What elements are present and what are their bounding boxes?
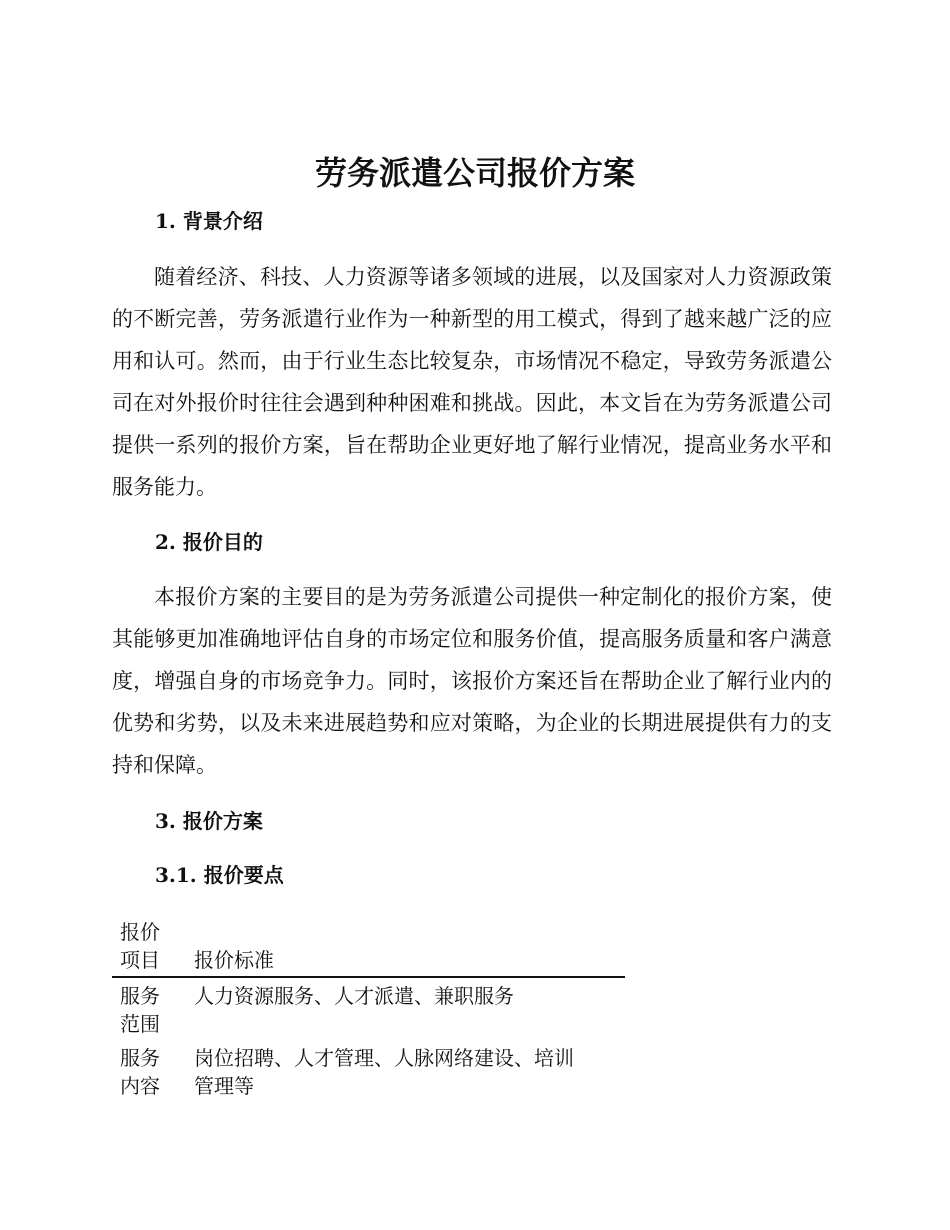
cell-item-line1: 服务 (120, 1046, 160, 1070)
table-header-row (112, 918, 625, 977)
subsection-heading-key-points: 3.1. 报价要点 (155, 863, 284, 887)
table-cell-item (112, 1038, 186, 1100)
section-heading-purpose: 2. 报价目的 (155, 530, 263, 554)
section-paragraph-background: 随着经济、科技、人力资源等诸多领域的进展，以及国家对人力资源政策的不断完善，劳务派遣行业作为一种新型的用工模式，得到了越来越广泛的应用和认可。然而，由于行业生态比较复杂，市场情况不稳定，导致劳务派遣公司在对外报价时往往会遇到种种困难和挑战。因此，本文旨在为劳务派遣公司提供一系列的报价方案，旨在帮助企业更好地了解行业情况，提高业务水平和服务能力。 (112, 265, 832, 499)
document-title: 劳务派遣公司报价方案 (314, 154, 635, 192)
table-header-standard: 报价标准 (194, 948, 274, 972)
header-item-line1: 报价 (120, 920, 160, 944)
cell-standard-line2: 管理等 (194, 1074, 254, 1098)
cell-item-line2: 内容 (120, 1074, 160, 1098)
table-header-item (112, 918, 186, 977)
cell-item-line2: 范围 (120, 1012, 160, 1036)
section-heading-background: 1. 背景介绍 (155, 209, 263, 233)
section-heading-quotation-plan: 3. 报价方案 (155, 809, 263, 833)
cell-standard-line1: 岗位招聘、人才管理、人脉网络建设、培训 (194, 1046, 574, 1070)
table-cell-standard: 人力资源服务、人才派遣、兼职服务 (194, 984, 514, 1008)
cell-item-line1: 服务 (120, 984, 160, 1008)
quotation-table (112, 918, 625, 1100)
table-cell-item (112, 978, 186, 1038)
header-item-line2: 项目 (120, 948, 160, 972)
table-row (112, 978, 625, 1038)
table-row (112, 1038, 625, 1100)
table-cell-standard (186, 1038, 625, 1100)
section-paragraph-purpose: 本报价方案的主要目的是为劳务派遣公司提供一种定制化的报价方案，使其能够更加准确地评估自身的市场定位和服务价值，提高服务质量和客户满意度，增强自身的市场竞争力。同时，该报价方案还旨在帮助企业了解行业内的优势和劣势，以及未来进展趋势和应对策略，为企业的长期进展提供有力的支持和保障。 (112, 585, 832, 777)
